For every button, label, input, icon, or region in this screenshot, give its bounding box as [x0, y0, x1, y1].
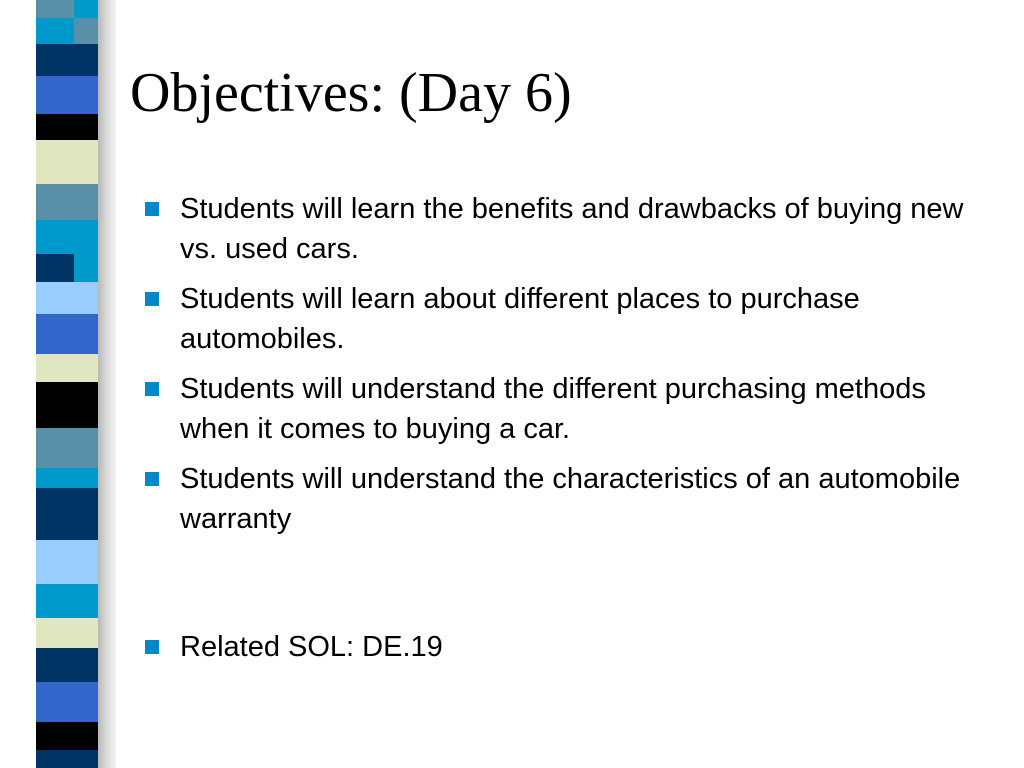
stripe-segment — [74, 114, 98, 140]
stripe-segment — [74, 354, 98, 382]
stripe-segment — [36, 428, 74, 468]
stripe-segment — [36, 44, 74, 76]
square-bullet-icon — [145, 292, 159, 306]
bullet-text: Related SOL: DE.19 — [180, 631, 443, 663]
bullet-text: Students will understand the characteristics of an automobile warranty — [180, 463, 961, 535]
stripe-segment — [74, 44, 98, 76]
stripe-segment — [36, 682, 74, 722]
bullet-list — [143, 189, 1003, 677]
bullet-text: Students will learn about different places to purchase automobiles. — [180, 283, 860, 355]
stripe-segment — [36, 114, 74, 140]
stripe-segment — [36, 750, 98, 768]
stripe-segment — [36, 540, 74, 584]
bullet-item — [143, 369, 1003, 449]
stripe-segment — [74, 0, 98, 18]
stripe-segment — [36, 184, 74, 220]
bullet-text: Students will learn the benefits and drawbacks of buying new vs. used cars. — [180, 193, 964, 265]
stripe-segment — [74, 682, 98, 722]
stripe-segment — [74, 220, 98, 254]
stripe-segment — [74, 382, 98, 428]
stripe-segment — [74, 282, 98, 314]
square-bullet-icon — [145, 640, 159, 654]
stripe-segment — [36, 382, 74, 428]
square-bullet-icon — [145, 382, 159, 396]
stripe-segment — [74, 722, 98, 750]
stripe-segment — [36, 220, 74, 254]
stripe-segment — [74, 618, 98, 648]
stripe-segment — [36, 282, 74, 314]
bullet-item — [143, 279, 1003, 359]
square-bullet-icon — [145, 202, 159, 216]
stripe-segment — [74, 184, 98, 220]
stripe-shadow — [98, 0, 116, 768]
bullet-item — [143, 459, 1003, 539]
stripe-segment — [36, 0, 74, 18]
square-bullet-icon — [145, 472, 159, 486]
stripe-segment — [74, 254, 98, 282]
stripe-segment — [36, 18, 74, 44]
stripe-segment — [74, 18, 98, 44]
stripe-segment — [36, 76, 74, 114]
stripe-segment — [36, 254, 74, 282]
stripe-segment — [74, 468, 98, 488]
stripe-segment — [36, 314, 74, 354]
stripe-segment — [36, 584, 74, 618]
stripe-segment — [74, 488, 98, 540]
stripe-segment — [74, 314, 98, 354]
stripe-segment — [74, 584, 98, 618]
stripe-segment — [74, 428, 98, 468]
stripe-segment — [36, 722, 74, 750]
stripe-segment — [36, 140, 74, 184]
stripe-segment — [36, 354, 74, 382]
bullet-item — [143, 189, 1003, 269]
stripe-segment — [74, 648, 98, 682]
stripe-segment — [74, 76, 98, 114]
bullet-text: Students will understand the different purchasing methods when it comes to buying a car. — [180, 373, 926, 445]
bullet-item — [143, 627, 1003, 667]
stripe-segment — [36, 618, 74, 648]
stripe-segment — [36, 648, 74, 682]
stripe-segment — [36, 468, 74, 488]
stripe-segment — [36, 488, 74, 540]
stripe-segment — [74, 540, 98, 584]
slide-title: Objectives: (Day 6) — [130, 62, 572, 124]
stripe-segment — [74, 140, 98, 184]
decorative-stripe-bar — [36, 0, 98, 768]
